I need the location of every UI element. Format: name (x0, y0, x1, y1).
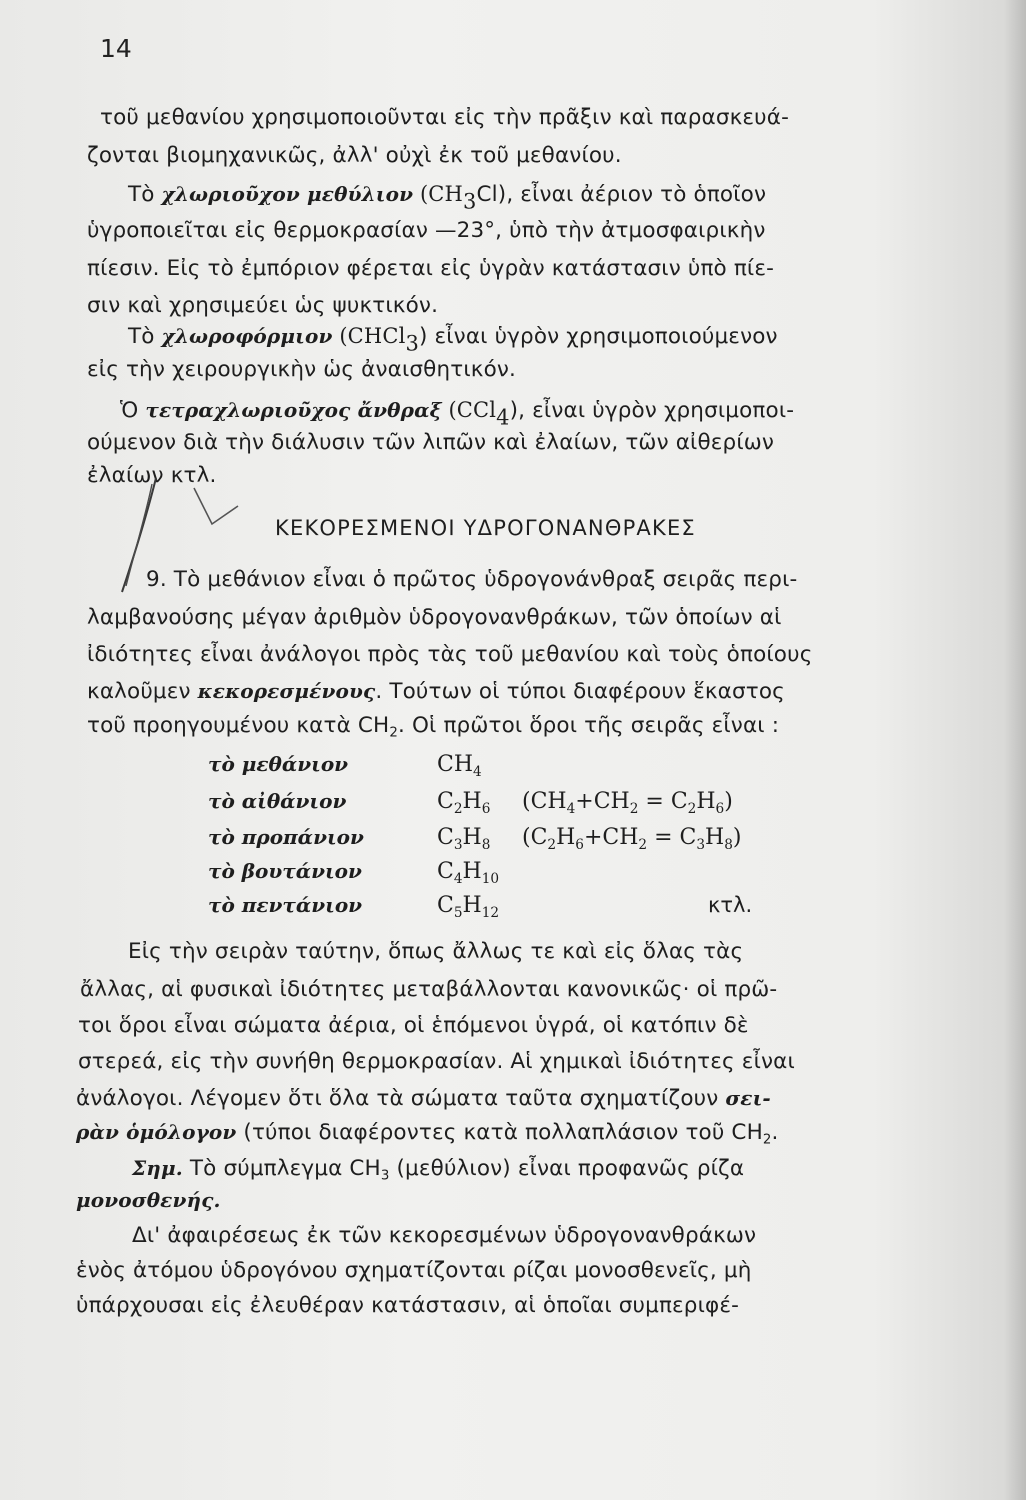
text-line (120, 392, 794, 429)
formula-subscript: 3 (380, 1168, 390, 1184)
formula-text: (CHCl (332, 324, 406, 348)
text-segment: . Οἱ πρῶτοι ὅροι τῆς σειρᾶς εἶναι : (398, 713, 780, 738)
text-segment: Τὸ (128, 324, 162, 349)
text-segment: Τὸ σύμπλεγμα CH (182, 1156, 381, 1181)
formula-subscript: 2 (389, 725, 399, 741)
formula-subscript: 3 (405, 331, 419, 356)
formula-text: (CH (413, 182, 463, 206)
series-etc: κτλ. (708, 893, 753, 917)
text-segment: Τὸ (128, 182, 162, 207)
text-line: ὑπάρχουσαι εἰς ἐλευθέραν κατάστασιν, αἱ ὁποῖαι συμπεριφέ- (76, 1293, 740, 1318)
compound-formula: $C_3H_8$ (437, 825, 491, 853)
text-segment: Ὁ (120, 398, 146, 423)
series-row (0, 789, 1026, 825)
text-line (87, 673, 785, 710)
text-segment: Cl), εἶναι ἀέριον τὸ ὁποῖον (476, 182, 767, 207)
term-saturated: κεκορεσμένους (197, 679, 376, 703)
compound-name: τὸ μεθάνιον (208, 752, 349, 776)
term-homologous: ρὰν ὁμόλογον (76, 1120, 237, 1144)
text-line (76, 1182, 221, 1219)
text-segment: . (771, 1120, 779, 1145)
text-line: ὑγροποιεῖται εἰς θερμοκρασίαν —23°, ὑπὸ τὴν ἀτμοσφαιρικὴν (87, 218, 766, 243)
text-line: τοῦ μεθανίου χρησιμοποιοῦνται εἰς τὴν πρᾶξιν καὶ παρασκευά- (100, 105, 790, 130)
text-line (128, 176, 766, 213)
text-line (128, 318, 778, 355)
text-segment: . Τούτων οἱ τύποι διαφέρουν ἕκαστος (375, 679, 785, 704)
term-methyl-chloride: χλωριοῦχον μεθύλιον (161, 182, 414, 206)
section-heading: ΚΕΚΟΡΕΣΜΕΝΟΙ ΥΔΡΟΓΟΝΑΝΘΡΑΚΕΣ (275, 516, 696, 540)
text-line: ἐλαίων κτλ. (87, 463, 217, 488)
text-segment: (μεθύλιον) εἶναι προφανῶς ρίζα (389, 1156, 745, 1181)
text-segment: ) εἶναι ὑγρὸν χρησιμοποιούμενον (418, 324, 778, 349)
term-homologous: σει- (725, 1086, 771, 1110)
text-line: τοι ὅροι εἶναι σώματα ἀέρια, οἱ ἑπόμενοι ὑγρά, οἱ κατόπιν δὲ (78, 1013, 749, 1038)
text-line: ζονται βιομηχανικῶς, ἀλλ' οὐχὶ ἐκ τοῦ μεθανίου. (87, 143, 622, 168)
text-line (76, 1080, 771, 1117)
compound-formula: $CH_4$ (437, 752, 482, 780)
text-line: Εἰς τὴν σειρὰν ταύτην, ὅπως ἄλλως τε καὶ εἰς ὅλας τὰς (128, 939, 744, 964)
text-line (76, 1114, 779, 1151)
note-label: Σημ. (132, 1156, 183, 1180)
page-edge-shadow (1004, 0, 1026, 1500)
text-line (87, 708, 779, 744)
page-number: 14 (100, 34, 132, 63)
text-line: ἄλλας, αἱ φυσικαὶ ἰδιότητες μεταβάλλονται κανονικῶς· οἱ πρῶ- (80, 977, 778, 1002)
compound-name: τὸ προπάνιον (208, 825, 364, 849)
series-row (0, 893, 1026, 929)
compound-name: τὸ αἰθάνιον (208, 789, 347, 813)
term-chloroform: χλωροφόρμιον (161, 324, 333, 348)
text-line: στερεά, εἰς τὴν συνήθη θερμοκρασίαν. Αἱ χημικαὶ ἰδιότητες εἶναι (78, 1049, 795, 1074)
series-row (0, 859, 1026, 895)
text-segment: (τύποι διαφέροντες κατὰ πολλαπλάσιον τοῦ CH (236, 1120, 763, 1145)
compound-name: τὸ πεντάνιον (208, 893, 363, 917)
term-monovalent: μονοσθενής. (76, 1188, 221, 1212)
text-line: ούμενον διὰ τὴν διάλυσιν τῶν λιπῶν καὶ ἐλαίων, τῶν αἰθερίων (87, 430, 775, 455)
formula-subscript: 3 (462, 189, 477, 214)
formula-text: (CCl (441, 398, 497, 422)
text-line: λαμβανούσης μέγαν ἀριθμὸν ὑδρογονανθράκων, τῶν ὁποίων αἱ (87, 605, 782, 630)
compound-name: τὸ βουτάνιον (208, 859, 362, 883)
text-line: 9. Τὸ μεθάνιον εἶναι ὁ πρῶτος ὑδρογονάνθραξ σειρᾶς περι- (146, 567, 798, 592)
compound-derivation: $(C_2H_6+CH_2 = C_3H_8)$ (522, 825, 742, 853)
text-line (132, 1150, 744, 1187)
formula-subscript: 2 (762, 1132, 772, 1148)
text-segment: ), εἶναι ὑγρὸν χρησιμοποι- (509, 398, 795, 423)
formula-subscript: 4 (496, 405, 510, 430)
series-row (0, 825, 1026, 861)
text-segment: τοῦ προηγουμένου κατὰ CH (87, 713, 390, 738)
compound-formula: $C_2H_6$ (437, 789, 491, 817)
text-segment: ἀνάλογοι. Λέγομεν ὅτι ὅλα τὰ σώματα ταῦτα σχηματίζουν (76, 1086, 726, 1111)
text-line: Δι' ἀφαιρέσεως ἐκ τῶν κεκορεσμένων ὑδρογονανθράκων (132, 1223, 757, 1248)
compound-derivation: $(CH_4+CH_2 = C_2H_6)$ (522, 789, 733, 817)
text-line: ἑνὸς ἀτόμου ὑδρογόνου σχηματίζονται ρίζαι μονοσθενεῖς, μὴ (76, 1258, 752, 1283)
text-line: ἰδιότητες εἶναι ἀνάλογοι πρὸς τὰς τοῦ μεθανίου καὶ τοὺς ὁποίους (87, 642, 813, 667)
compound-formula: $C_4H_{10}$ (437, 859, 500, 887)
text-line: πίεσιν. Εἰς τὸ ἐμπόριον φέρεται εἰς ὑγρὰν κατάστασιν ὑπὸ πίε- (87, 256, 775, 281)
term-carbon-tetrachloride: τετραχλωριοῦχος ἄνθραξ (145, 398, 442, 422)
series-row (0, 752, 1026, 788)
text-line: σιν καὶ χρησιμεύει ὡς ψυκτικόν. (87, 293, 439, 318)
compound-formula: $C_5H_{12}$ (437, 893, 500, 921)
text-line: εἰς τὴν χειρουργικὴν ὡς ἀναισθητικόν. (87, 357, 517, 382)
text-segment: καλοῦμεν (87, 679, 198, 704)
